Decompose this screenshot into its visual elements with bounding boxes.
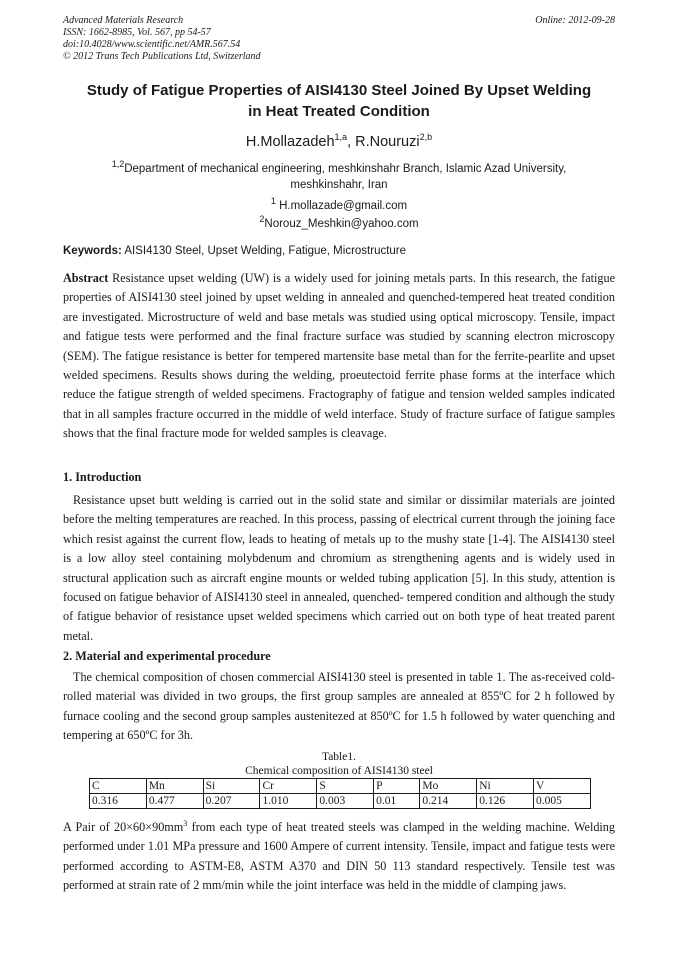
table-header-cell: Mo <box>420 779 477 794</box>
table-cell: 0.003 <box>317 794 374 809</box>
email-1-sup: 1 <box>270 196 276 206</box>
post-table-sup: 3 <box>183 819 188 828</box>
table-caption: Chemical composition of AISI4130 steel <box>245 765 433 777</box>
materials-text: The chemical composition of chosen commercial AISI4130 steel is presented in table 1. The as-received cold-rolled material was divided in two groups, the first group samples are annealed at 855ºC for 2 h followed by furnace cooling and the second group samples austenitezed at 850ºC for 1.5 h followed by water quenching and tempering at 650ºC for 3h. <box>63 670 615 743</box>
table-header-cell: Ni <box>477 779 534 794</box>
email-2 <box>60 211 618 232</box>
author-2: R.Nouruzi <box>355 133 420 150</box>
table-header-cell: Cr <box>260 779 317 794</box>
section-heading-materials: 2. Material and experimental procedure <box>63 649 271 663</box>
table-row <box>90 794 591 809</box>
author-1: H.Mollazadeh <box>245 133 335 150</box>
table-cell: 0.01 <box>374 794 420 809</box>
doi-line: doi:10.4028/www.scientific.net/AMR.567.54 <box>63 39 241 50</box>
issn-line: ISSN: 1662-8985, Vol. 567, pp 54-57 <box>63 27 211 38</box>
table-cell: 0.316 <box>90 794 147 809</box>
title-line-2: in Heat Treated Condition <box>248 103 430 120</box>
copyright-line: © 2012 Trans Tech Publications Ltd, Switzerland <box>63 51 261 62</box>
journal-header <box>63 15 615 63</box>
table-header-cell: Mn <box>146 779 203 794</box>
table-header-cell: C <box>90 779 147 794</box>
table-header-cell: Si <box>203 779 260 794</box>
email-2-sup: 2 <box>259 214 265 224</box>
post-table-text <box>63 814 615 896</box>
abstract <box>63 269 615 444</box>
online-date: Online: 2012-09-28 <box>535 15 615 26</box>
email-1-address: H.mollazade@gmail.com <box>275 199 408 212</box>
composition-table <box>89 778 591 809</box>
table-label: Table1. <box>321 751 356 763</box>
email-2-address: Norouz_Meshkin@yahoo.com <box>264 217 419 230</box>
affiliation-line-2: meshkinshahr, Iran <box>290 178 388 191</box>
table-header-cell: V <box>534 779 591 794</box>
journal-name: Advanced Materials Research <box>63 15 184 26</box>
author-2-sup: 2,b <box>419 132 433 142</box>
table-cell: 0.207 <box>203 794 260 809</box>
abstract-label: Abstract <box>63 271 109 285</box>
table-cell: 0.214 <box>420 794 477 809</box>
table-cell: 0.477 <box>146 794 203 809</box>
keywords <box>63 243 615 259</box>
table-header-cell: S <box>317 779 374 794</box>
author-separator: , <box>347 133 356 150</box>
table-header-cell: P <box>374 779 420 794</box>
post-table-text-start: A Pair of 20×60×90mm <box>63 820 184 835</box>
section-heading-introduction: 1. Introduction <box>63 470 142 484</box>
affiliation-line-1: Department of mechanical engineering, meshkinshahr Branch, Islamic Azad University, <box>124 162 567 175</box>
abstract-text: Resistance upset welding (UW) is a widely used for joining metals parts. In this research, the fatigue properties of AISI4130 steel joined by upset welding in annealed and quenched-tempered heat treated condition are investigated. Microstructure of weld and base metals was studied using optical microscopy. Tensile, impact and fatigue tests were performed and the final fracture surface was studied by scanning electron microscopy (SEM). The fatigue resistance is better for tempered martensite base metal than for the ferrite-pearlite and upset welded specimens. Results shows during the welding, proeutectoid ferrite phase forms at the interface which reduce the fatigue strength of welded specimens. Fractography of fatigue and tension welded samples indicated that in all samples fracture occurred in the middle of weld interface. Study of fracture surface of fatigue samples shows that the final fracture mode for welded samples is cleavage. <box>63 271 615 441</box>
affiliation <box>80 156 598 193</box>
keywords-text: AISI4130 Steel, Upset Welding, Fatigue, Microstructure <box>121 245 407 257</box>
affiliation-sup: 1,2 <box>111 159 125 169</box>
table-header-row <box>90 779 591 794</box>
introduction-text: Resistance upset butt welding is carried out in the solid state and similar or dissimilar materials are jointed before the melting temperatures are reached. In this process, passing of electrical current through the joining face which resist against the current flow, leads to heating of metals up to the mushy state [1-4]. The AISI4130 steel is a low alloy steel containing molybdenum and chromium as strengthening agents and is widely used in structural application such as aircraft engine mounts or welded tubing application [5]. In this study, attention is focused on fatigue behavior of AISI4130 steel in annealed, quenched- tempered condition and although the study of fatigue behavior of resistance upset welded specimens which carried out on both type of heat treated parent metal. <box>63 493 615 643</box>
paper-title <box>60 80 618 122</box>
authors <box>60 127 618 152</box>
author-1-sup: 1,a <box>334 132 348 142</box>
table-cell: 0.005 <box>534 794 591 809</box>
table-cell: 1.010 <box>260 794 317 809</box>
title-line-1: Study of Fatigue Properties of AISI4130 Steel Joined By Upset Welding <box>86 82 592 99</box>
post-table-text-end: from each type of heat treated steels was clamped in the welding machine. Welding performed under 1.01 MPa pressure and 1600 Ampere of current intensity. Tensile, impact and fatigue tests were performed according to ASTM-E8, ASTM A370 and DIN 50 113 standard respectively. Tensile test was performed at strain rate of 2 mm/min while the joint interface was held in the middle of clamping jaws. <box>63 820 615 893</box>
table-cell: 0.126 <box>477 794 534 809</box>
keywords-label: Keywords: <box>63 245 122 257</box>
